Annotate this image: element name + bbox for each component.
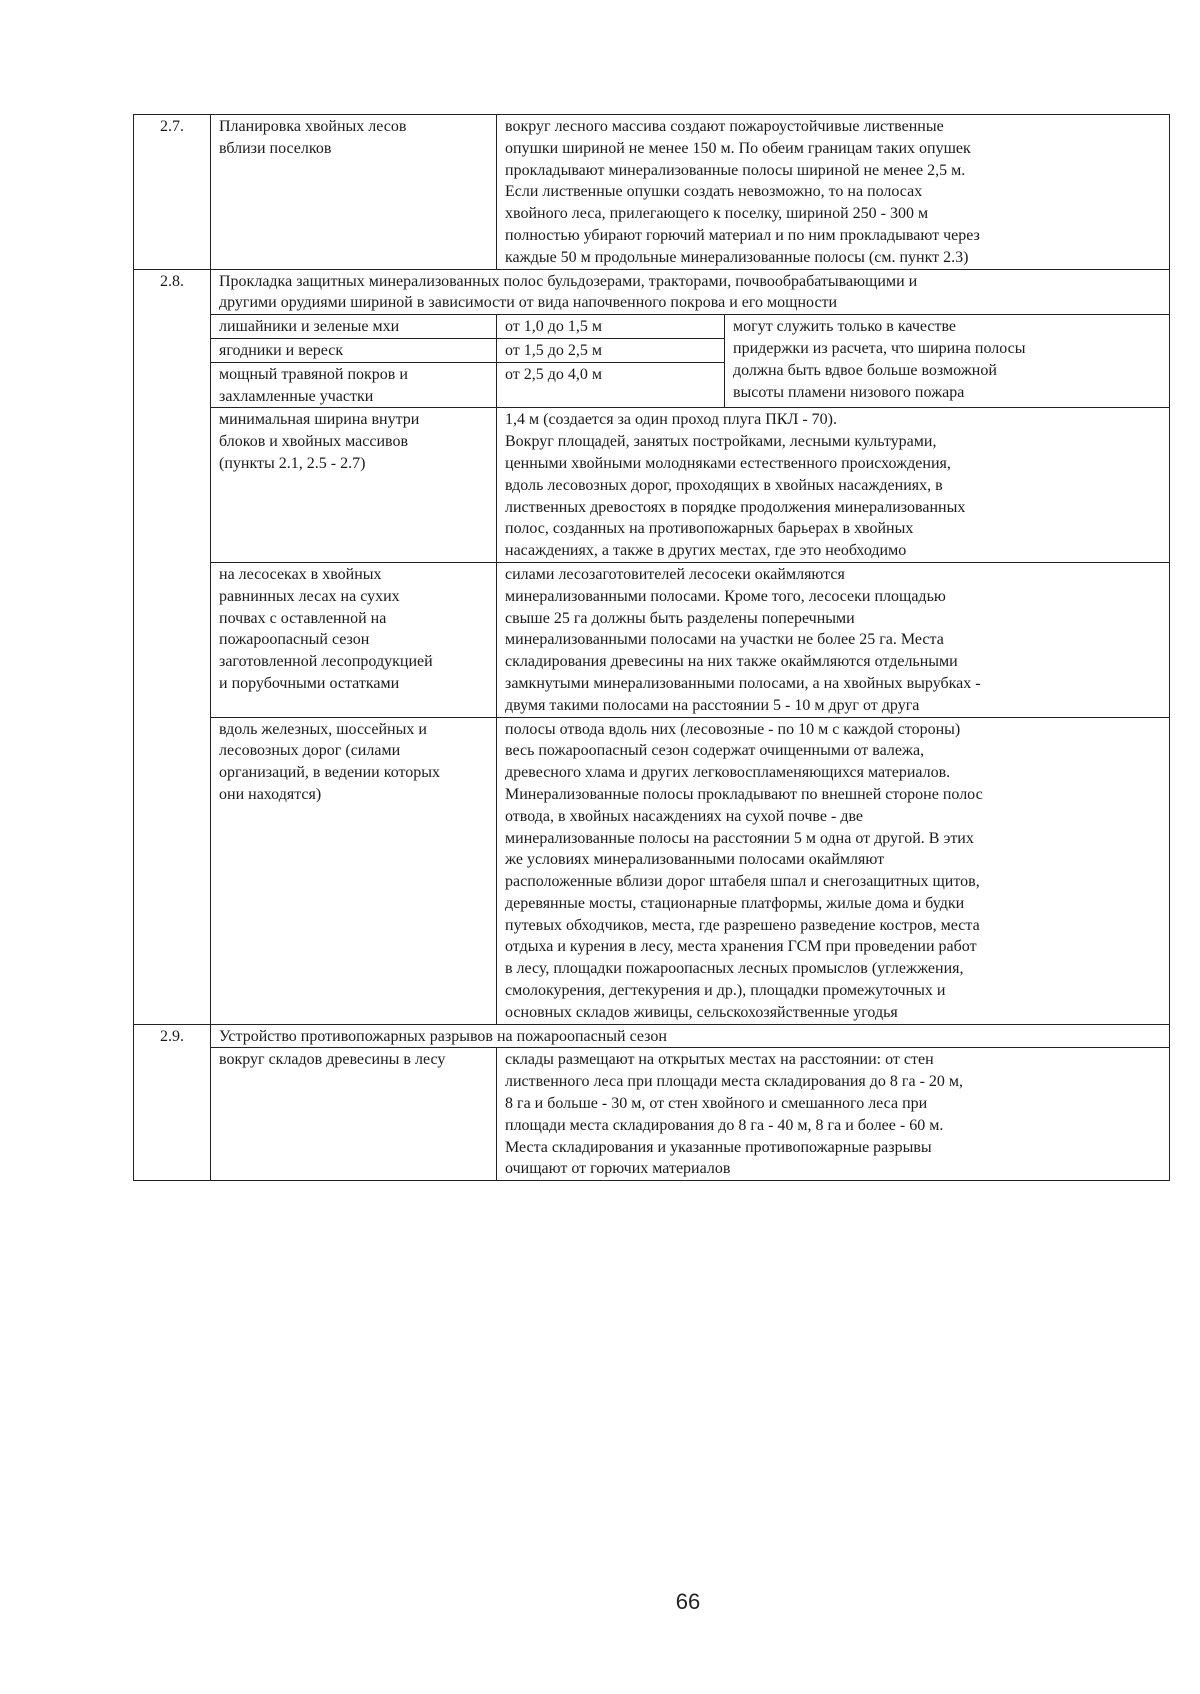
text-line: путевых обходчиков, места, где разрешено разведение костров, места xyxy=(505,916,980,934)
text-line: равнинных лесах на сухих xyxy=(219,587,400,605)
row-name-cell xyxy=(211,408,497,563)
cover-type-cell: ягодники и вереск xyxy=(211,338,497,362)
text-line: смолокурения, дегтекурения и др.), площадки промежуточных и xyxy=(505,982,946,1000)
text-line: хвойного леса, прилегающего к поселку, шириной 250 - 300 м xyxy=(505,205,929,223)
text-line: Если лиственные опушки создать невозможно, то на полосах xyxy=(505,183,923,201)
text-line: силами лесозаготовителей лесосеки окаймляются xyxy=(505,565,845,583)
table-row-roads xyxy=(134,717,1170,1024)
row-text-cell xyxy=(497,1048,1170,1181)
strip-width-cell: от 1,0 до 1,5 м xyxy=(497,315,725,339)
text-line: должна быть вдвое больше возможной xyxy=(733,361,997,379)
row-text-cell xyxy=(497,717,1170,1024)
text-line: почвах с оставленной на xyxy=(219,609,387,627)
text-line: прокладывают минерализованные полосы шириной не менее 2,5 м. xyxy=(505,161,966,179)
width-note-cell xyxy=(725,315,1170,408)
text-line: вдоль железных, шоссейных и xyxy=(219,720,427,738)
text-line: деревянные мосты, стационарные платформы, жилые дома и будки xyxy=(505,894,965,912)
text-line: полосы отвода вдоль них (лесовозные - по 10 м с каждой стороны) xyxy=(505,720,961,738)
text-line: Прокладка защитных минерализованных полос бульдозерами, тракторами, почвообрабатывающими и xyxy=(219,272,918,290)
row-text-cell xyxy=(497,115,1170,270)
row-number: 2.8. xyxy=(134,269,211,315)
text-line: минерализованные полосы на расстоянии 5 м одна от другой. В этих xyxy=(505,829,974,847)
text-line: каждые 50 м продольные минерализованные полосы (см. пункт 2.3) xyxy=(505,248,969,266)
row-name-cell: вокруг складов древесины в лесу xyxy=(211,1048,497,1181)
cover-type-cell: лишайники и зеленые мхи xyxy=(211,315,497,339)
text-line: Минерализованные полосы прокладывают по внешней стороне полос xyxy=(505,785,983,803)
text-line: организаций, в ведении которых xyxy=(219,764,441,782)
text-line: захламленные участки xyxy=(219,387,374,405)
fire-protection-table xyxy=(133,114,1170,1181)
text-line: блоков и хвойных массивов xyxy=(219,433,409,451)
text-line: полностью убирают горючий материал и по ним прокладывают через xyxy=(505,226,980,244)
text-line: заготовленной лесопродукцией xyxy=(219,653,433,671)
text-line: же условиях минерализованными полосами окаймляют xyxy=(505,851,885,869)
text-line: в лесу, площадки пожароопасных лесных промыслов (углежжения, xyxy=(505,960,964,978)
table-row-cutting-areas xyxy=(134,562,1170,717)
row-name-cell xyxy=(211,562,497,717)
text-line: (пункты 2.1, 2.5 - 2.7) xyxy=(219,454,366,472)
text-line: свыше 25 га должны быть разделены поперечными xyxy=(505,609,855,627)
text-line: площади места складирования до 8 га - 40 м, 8 га и более - 60 м. xyxy=(505,1116,944,1134)
table-row-lichens xyxy=(134,315,1170,339)
text-line: отдыха и курения в лесу, места хранения ГСМ при проведении работ xyxy=(505,938,977,956)
row-text-cell xyxy=(497,562,1170,717)
text-line: вокруг лесного массива создают пожароустойчивые лиственные xyxy=(505,118,944,135)
row-number: 2.7. xyxy=(134,115,211,270)
table-row-2-8 xyxy=(134,269,1170,315)
text-line: ценными хвойными молодняками естественного происхождения, xyxy=(505,454,951,472)
text-line: склады размещают на открытых местах на расстоянии: от стен xyxy=(505,1051,934,1069)
table-row-wood-storage xyxy=(134,1048,1170,1181)
strip-width-cell: от 1,5 до 2,5 м xyxy=(497,338,725,362)
text-line: Планировка хвойных лесов xyxy=(219,118,407,135)
row-heading-cell: Устройство противопожарных разрывов на пожароопасный сезон xyxy=(211,1024,1170,1048)
row-number: 2.9. xyxy=(134,1024,211,1048)
row-heading-cell xyxy=(211,269,1170,315)
text-line: основных складов живицы, сельскохозяйственные угодья xyxy=(505,1003,898,1021)
strip-width-cell: от 2,5 до 4,0 м xyxy=(497,362,725,408)
text-line: двумя такими полосами на расстоянии 5 - 10 м друг от друга xyxy=(505,696,920,714)
text-line: Вокруг площадей, занятых постройками, лесными культурами, xyxy=(505,433,937,451)
text-line: высоты пламени низового пожара xyxy=(733,383,965,401)
text-line: минерализованными полосами. Кроме того, лесосеки площадью xyxy=(505,587,946,605)
text-line: вдоль лесовозных дорог, проходящих в хвойных насаждениях, в xyxy=(505,476,943,494)
row-name-cell xyxy=(211,717,497,1024)
text-line: насаждениях, а также в других местах, где это необходимо xyxy=(505,542,907,560)
cover-type-cell xyxy=(211,362,497,408)
text-line: вблизи поселков xyxy=(219,139,332,157)
text-line: 1,4 м (создается за один проход плуга ПКЛ - 70). xyxy=(505,411,837,429)
text-line: 8 га и больше - 30 м, от стен хвойного и смешанного леса при xyxy=(505,1095,928,1113)
page-number: 66 xyxy=(675,1589,701,1614)
text-line: отвода, в хвойных насаждениях на сухой почве - две xyxy=(505,807,864,825)
text-line: придержки из расчета, что ширина полосы xyxy=(733,339,1026,357)
text-line: полос, созданных на противопожарных барьерах в хвойных xyxy=(505,520,914,538)
text-line: могут служить только в качестве xyxy=(733,318,957,336)
text-line: весь пожароопасный сезон содержат очищенными от валежа, xyxy=(505,742,925,760)
table-row-2-7 xyxy=(134,115,1170,270)
text-line: пожароопасный сезон xyxy=(219,631,370,649)
text-line: минерализованными полосами на участки не более 25 га. Места xyxy=(505,631,944,649)
text-line: и порубочными остатками xyxy=(219,674,400,692)
text-line: минимальная ширина внутри xyxy=(219,411,420,429)
text-line: замкнутыми минерализованными полосами, а на хвойных вырубках - xyxy=(505,674,981,692)
text-line: на лесосеках в хвойных xyxy=(219,565,382,583)
text-line: складирования древесины на них также окаймляются отдельными xyxy=(505,653,958,671)
text-line: мощный травяной покров и xyxy=(219,365,408,383)
table-row-inner-blocks xyxy=(134,408,1170,563)
row-text-cell xyxy=(497,408,1170,563)
text-line: лиственных древостоях в порядке продолжения минерализованных xyxy=(505,498,966,516)
text-line: опушки шириной не менее 150 м. По обеим границам таких опушек xyxy=(505,139,971,157)
text-line: расположенные вблизи дорог штабеля шпал и снегозащитных щитов, xyxy=(505,873,980,891)
text-line: древесного хлама и других легковоспламеняющихся материалов. xyxy=(505,764,951,782)
text-line: другими орудиями шириной в зависимости от вида напочвенного покрова и его мощности xyxy=(219,294,838,312)
text-line: они находятся) xyxy=(219,785,322,803)
text-line: лесовозных дорог (силами xyxy=(219,742,401,760)
text-line: очищают от горючих материалов xyxy=(505,1160,731,1178)
text-line: Места складирования и указанные противопожарные разрывы xyxy=(505,1138,932,1156)
text-line: лиственного леса при площади места складирования до 8 га - 20 м, xyxy=(505,1073,964,1091)
table-row-2-9 xyxy=(134,1024,1170,1048)
row-name-cell xyxy=(211,115,497,270)
